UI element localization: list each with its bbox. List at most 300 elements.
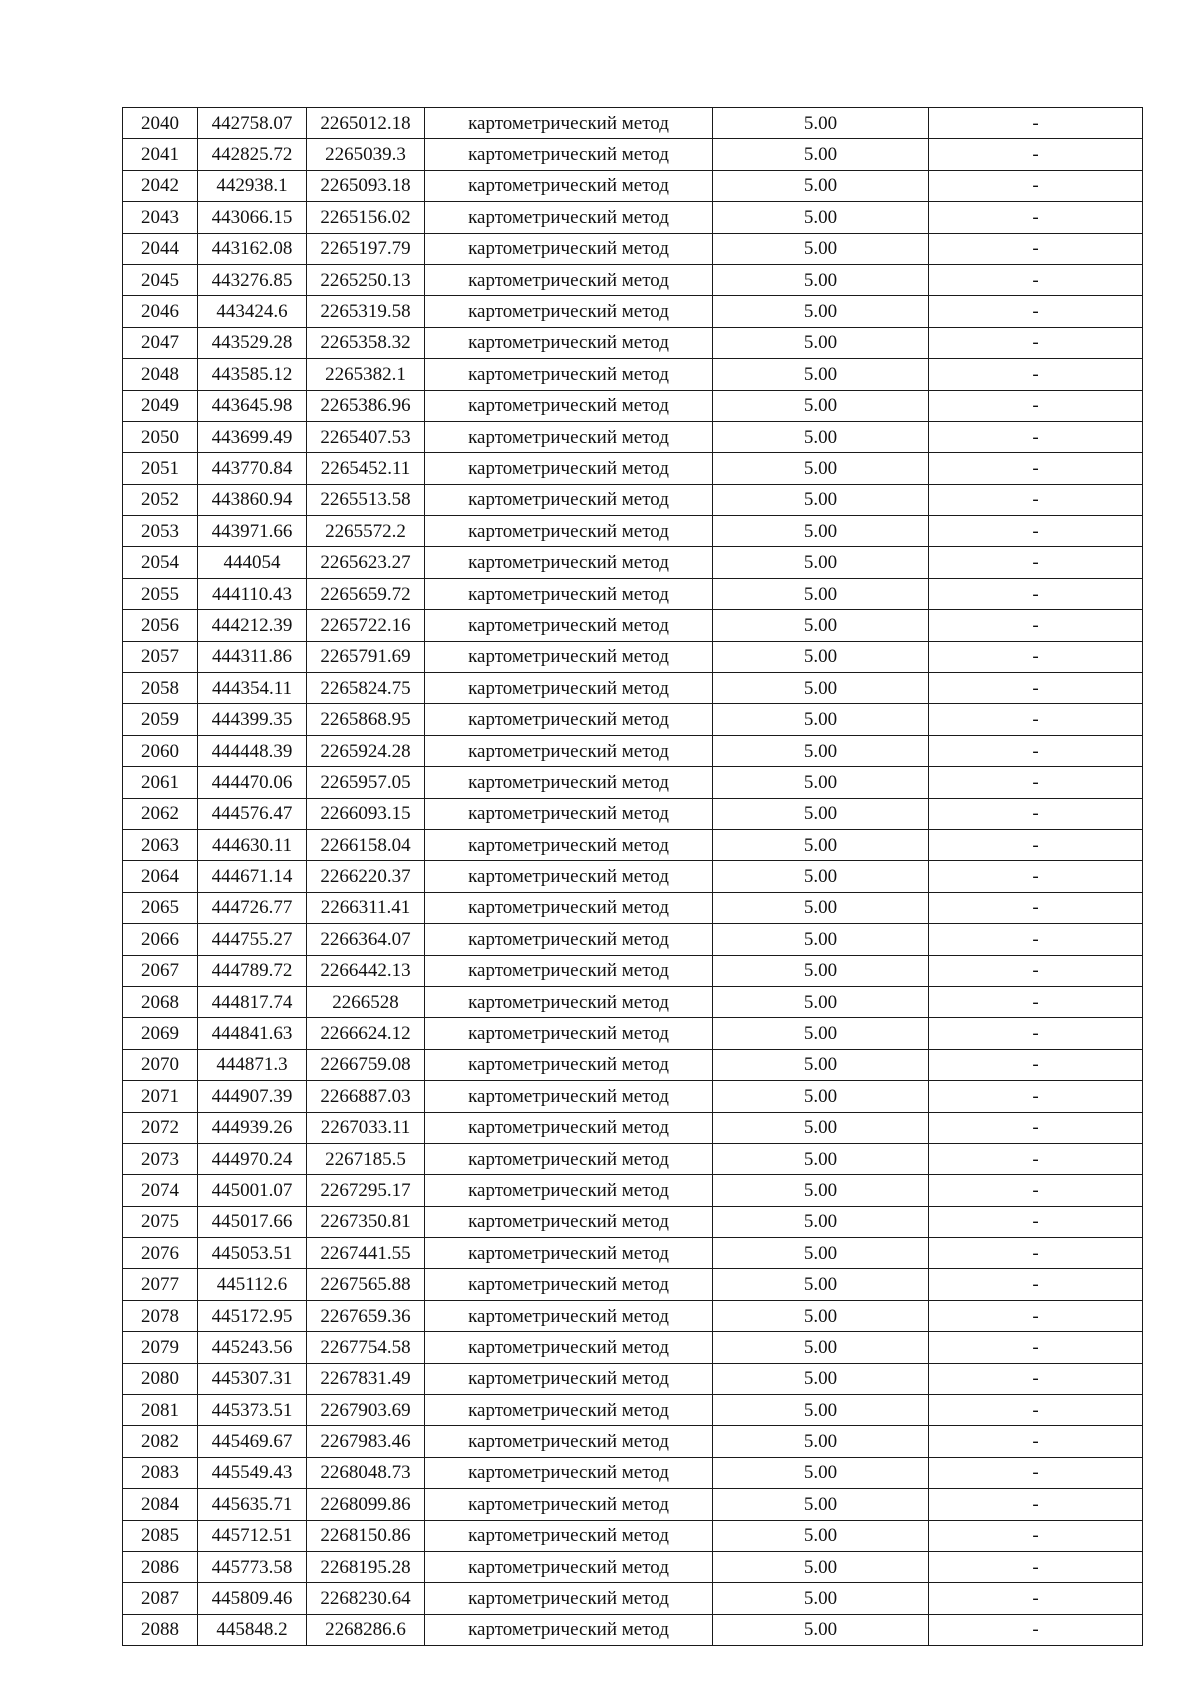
table-row: [123, 1300, 1143, 1331]
y-coordinate-cell: 2267831.49: [307, 1363, 425, 1394]
accuracy-cell: 5.00: [713, 892, 929, 923]
accuracy-cell: 5.00: [713, 1112, 929, 1143]
point-number-cell: 2050: [123, 421, 198, 452]
method-cell: картометрический метод: [425, 453, 713, 484]
point-number-cell: 2048: [123, 359, 198, 390]
table-row: [123, 516, 1143, 547]
method-cell: картометрический метод: [425, 108, 713, 139]
point-number-cell: 2063: [123, 829, 198, 860]
table-row: [123, 704, 1143, 735]
x-coordinate-cell: 444470.06: [198, 767, 307, 798]
table-row: [123, 673, 1143, 704]
table-row: [123, 1206, 1143, 1237]
table-row: [123, 359, 1143, 390]
x-coordinate-cell: 445112.6: [198, 1269, 307, 1300]
x-coordinate-cell: 444212.39: [198, 610, 307, 641]
table-row: [123, 1426, 1143, 1457]
table-row: [123, 767, 1143, 798]
x-coordinate-cell: 444054: [198, 547, 307, 578]
table-row: [123, 1332, 1143, 1363]
y-coordinate-cell: 2265382.1: [307, 359, 425, 390]
method-cell: картометрический метод: [425, 1049, 713, 1080]
y-coordinate-cell: 2266528: [307, 986, 425, 1017]
y-coordinate-cell: 2265156.02: [307, 202, 425, 233]
description-cell: -: [929, 1489, 1143, 1520]
description-cell: -: [929, 1269, 1143, 1300]
x-coordinate-cell: 445848.2: [198, 1614, 307, 1645]
accuracy-cell: 5.00: [713, 798, 929, 829]
y-coordinate-cell: 2265197.79: [307, 233, 425, 264]
accuracy-cell: 5.00: [713, 1206, 929, 1237]
accuracy-cell: 5.00: [713, 1269, 929, 1300]
method-cell: картометрический метод: [425, 327, 713, 358]
table-row: [123, 924, 1143, 955]
method-cell: картометрический метод: [425, 1395, 713, 1426]
y-coordinate-cell: 2267754.58: [307, 1332, 425, 1363]
x-coordinate-cell: 443585.12: [198, 359, 307, 390]
point-number-cell: 2077: [123, 1269, 198, 1300]
x-coordinate-cell: 444755.27: [198, 924, 307, 955]
accuracy-cell: 5.00: [713, 547, 929, 578]
description-cell: -: [929, 829, 1143, 860]
point-number-cell: 2074: [123, 1175, 198, 1206]
description-cell: -: [929, 1520, 1143, 1551]
accuracy-cell: 5.00: [713, 1143, 929, 1174]
accuracy-cell: 5.00: [713, 610, 929, 641]
point-number-cell: 2086: [123, 1551, 198, 1582]
description-cell: -: [929, 924, 1143, 955]
x-coordinate-cell: 445469.67: [198, 1426, 307, 1457]
method-cell: картометрический метод: [425, 170, 713, 201]
table-row: [123, 1614, 1143, 1645]
point-number-cell: 2052: [123, 484, 198, 515]
table-row: [123, 986, 1143, 1017]
table-row: [123, 1112, 1143, 1143]
table-row: [123, 233, 1143, 264]
y-coordinate-cell: 2266158.04: [307, 829, 425, 860]
point-number-cell: 2068: [123, 986, 198, 1017]
method-cell: картометрический метод: [425, 547, 713, 578]
table-row: [123, 829, 1143, 860]
y-coordinate-cell: 2265039.3: [307, 139, 425, 170]
x-coordinate-cell: 444354.11: [198, 673, 307, 704]
method-cell: картометрический метод: [425, 578, 713, 609]
table-row: [123, 1520, 1143, 1551]
point-number-cell: 2041: [123, 139, 198, 170]
y-coordinate-cell: 2265452.11: [307, 453, 425, 484]
table-row: [123, 296, 1143, 327]
method-cell: картометрический метод: [425, 1583, 713, 1614]
table-row: [123, 1049, 1143, 1080]
y-coordinate-cell: 2266220.37: [307, 861, 425, 892]
x-coordinate-cell: 445549.43: [198, 1457, 307, 1488]
table-row: [123, 202, 1143, 233]
point-number-cell: 2057: [123, 641, 198, 672]
y-coordinate-cell: 2266624.12: [307, 1018, 425, 1049]
method-cell: картометрический метод: [425, 1269, 713, 1300]
description-cell: -: [929, 892, 1143, 923]
method-cell: картометрический метод: [425, 1081, 713, 1112]
method-cell: картометрический метод: [425, 233, 713, 264]
table-row: [123, 327, 1143, 358]
description-cell: -: [929, 1081, 1143, 1112]
point-number-cell: 2079: [123, 1332, 198, 1363]
table-row: [123, 578, 1143, 609]
point-number-cell: 2069: [123, 1018, 198, 1049]
y-coordinate-cell: 2265623.27: [307, 547, 425, 578]
point-number-cell: 2049: [123, 390, 198, 421]
y-coordinate-cell: 2265513.58: [307, 484, 425, 515]
description-cell: -: [929, 1018, 1143, 1049]
description-cell: -: [929, 1551, 1143, 1582]
coordinates-table: [122, 107, 1143, 1646]
y-coordinate-cell: 2267565.88: [307, 1269, 425, 1300]
accuracy-cell: 5.00: [713, 735, 929, 766]
accuracy-cell: 5.00: [713, 453, 929, 484]
table-row: [123, 170, 1143, 201]
y-coordinate-cell: 2266887.03: [307, 1081, 425, 1112]
x-coordinate-cell: 445017.66: [198, 1206, 307, 1237]
y-coordinate-cell: 2267295.17: [307, 1175, 425, 1206]
y-coordinate-cell: 2265824.75: [307, 673, 425, 704]
accuracy-cell: 5.00: [713, 767, 929, 798]
x-coordinate-cell: 444970.24: [198, 1143, 307, 1174]
x-coordinate-cell: 444630.11: [198, 829, 307, 860]
x-coordinate-cell: 442758.07: [198, 108, 307, 139]
method-cell: картометрический метод: [425, 1112, 713, 1143]
accuracy-cell: 5.00: [713, 202, 929, 233]
point-number-cell: 2072: [123, 1112, 198, 1143]
point-number-cell: 2045: [123, 264, 198, 295]
description-cell: -: [929, 1049, 1143, 1080]
point-number-cell: 2081: [123, 1395, 198, 1426]
point-number-cell: 2087: [123, 1583, 198, 1614]
method-cell: картометрический метод: [425, 610, 713, 641]
accuracy-cell: 5.00: [713, 1332, 929, 1363]
accuracy-cell: 5.00: [713, 296, 929, 327]
x-coordinate-cell: 445773.58: [198, 1551, 307, 1582]
method-cell: картометрический метод: [425, 986, 713, 1017]
description-cell: -: [929, 202, 1143, 233]
accuracy-cell: 5.00: [713, 1395, 929, 1426]
x-coordinate-cell: 443645.98: [198, 390, 307, 421]
y-coordinate-cell: 2267350.81: [307, 1206, 425, 1237]
x-coordinate-cell: 443860.94: [198, 484, 307, 515]
x-coordinate-cell: 444817.74: [198, 986, 307, 1017]
description-cell: -: [929, 704, 1143, 735]
point-number-cell: 2067: [123, 955, 198, 986]
method-cell: картометрический метод: [425, 735, 713, 766]
x-coordinate-cell: 443162.08: [198, 233, 307, 264]
y-coordinate-cell: 2265250.13: [307, 264, 425, 295]
y-coordinate-cell: 2266759.08: [307, 1049, 425, 1080]
table-row: [123, 1081, 1143, 1112]
accuracy-cell: 5.00: [713, 1049, 929, 1080]
y-coordinate-cell: 2268048.73: [307, 1457, 425, 1488]
accuracy-cell: 5.00: [713, 1520, 929, 1551]
method-cell: картометрический метод: [425, 673, 713, 704]
point-number-cell: 2076: [123, 1238, 198, 1269]
y-coordinate-cell: 2267983.46: [307, 1426, 425, 1457]
point-number-cell: 2061: [123, 767, 198, 798]
description-cell: -: [929, 641, 1143, 672]
method-cell: картометрический метод: [425, 484, 713, 515]
table-row: [123, 1583, 1143, 1614]
y-coordinate-cell: 2266311.41: [307, 892, 425, 923]
point-number-cell: 2051: [123, 453, 198, 484]
description-cell: -: [929, 421, 1143, 452]
method-cell: картометрический метод: [425, 421, 713, 452]
point-number-cell: 2075: [123, 1206, 198, 1237]
x-coordinate-cell: 443276.85: [198, 264, 307, 295]
description-cell: -: [929, 108, 1143, 139]
x-coordinate-cell: 445373.51: [198, 1395, 307, 1426]
accuracy-cell: 5.00: [713, 1551, 929, 1582]
point-number-cell: 2055: [123, 578, 198, 609]
method-cell: картометрический метод: [425, 798, 713, 829]
point-number-cell: 2080: [123, 1363, 198, 1394]
point-number-cell: 2085: [123, 1520, 198, 1551]
x-coordinate-cell: 444399.35: [198, 704, 307, 735]
x-coordinate-cell: 445001.07: [198, 1175, 307, 1206]
y-coordinate-cell: 2267659.36: [307, 1300, 425, 1331]
accuracy-cell: 5.00: [713, 1426, 929, 1457]
description-cell: -: [929, 1363, 1143, 1394]
x-coordinate-cell: 444841.63: [198, 1018, 307, 1049]
method-cell: картометрический метод: [425, 1614, 713, 1645]
method-cell: картометрический метод: [425, 892, 713, 923]
point-number-cell: 2040: [123, 108, 198, 139]
point-number-cell: 2060: [123, 735, 198, 766]
point-number-cell: 2053: [123, 516, 198, 547]
x-coordinate-cell: 445243.56: [198, 1332, 307, 1363]
coordinates-table-body: [123, 108, 1143, 1646]
y-coordinate-cell: 2265722.16: [307, 610, 425, 641]
table-row: [123, 861, 1143, 892]
method-cell: картометрический метод: [425, 955, 713, 986]
y-coordinate-cell: 2265012.18: [307, 108, 425, 139]
description-cell: -: [929, 1175, 1143, 1206]
table-row: [123, 735, 1143, 766]
point-number-cell: 2054: [123, 547, 198, 578]
y-coordinate-cell: 2265407.53: [307, 421, 425, 452]
accuracy-cell: 5.00: [713, 484, 929, 515]
accuracy-cell: 5.00: [713, 861, 929, 892]
accuracy-cell: 5.00: [713, 139, 929, 170]
description-cell: -: [929, 1395, 1143, 1426]
x-coordinate-cell: 444871.3: [198, 1049, 307, 1080]
description-cell: -: [929, 861, 1143, 892]
table-row: [123, 1457, 1143, 1488]
description-cell: -: [929, 1583, 1143, 1614]
accuracy-cell: 5.00: [713, 1363, 929, 1394]
description-cell: -: [929, 767, 1143, 798]
point-number-cell: 2065: [123, 892, 198, 923]
accuracy-cell: 5.00: [713, 1300, 929, 1331]
x-coordinate-cell: 443424.6: [198, 296, 307, 327]
y-coordinate-cell: 2268195.28: [307, 1551, 425, 1582]
description-cell: -: [929, 1614, 1143, 1645]
description-cell: -: [929, 453, 1143, 484]
accuracy-cell: 5.00: [713, 673, 929, 704]
x-coordinate-cell: 444907.39: [198, 1081, 307, 1112]
table-row: [123, 1489, 1143, 1520]
accuracy-cell: 5.00: [713, 108, 929, 139]
method-cell: картометрический метод: [425, 1332, 713, 1363]
table-row: [123, 484, 1143, 515]
method-cell: картометрический метод: [425, 1206, 713, 1237]
method-cell: картометрический метод: [425, 704, 713, 735]
accuracy-cell: 5.00: [713, 986, 929, 1017]
y-coordinate-cell: 2267033.11: [307, 1112, 425, 1143]
method-cell: картометрический метод: [425, 390, 713, 421]
method-cell: картометрический метод: [425, 1300, 713, 1331]
method-cell: картометрический метод: [425, 296, 713, 327]
y-coordinate-cell: 2266364.07: [307, 924, 425, 955]
accuracy-cell: 5.00: [713, 421, 929, 452]
y-coordinate-cell: 2266093.15: [307, 798, 425, 829]
description-cell: -: [929, 1426, 1143, 1457]
description-cell: -: [929, 170, 1143, 201]
point-number-cell: 2056: [123, 610, 198, 641]
method-cell: картометрический метод: [425, 1238, 713, 1269]
accuracy-cell: 5.00: [713, 390, 929, 421]
method-cell: картометрический метод: [425, 1457, 713, 1488]
point-number-cell: 2044: [123, 233, 198, 264]
x-coordinate-cell: 444576.47: [198, 798, 307, 829]
x-coordinate-cell: 444110.43: [198, 578, 307, 609]
x-coordinate-cell: 445635.71: [198, 1489, 307, 1520]
y-coordinate-cell: 2265572.2: [307, 516, 425, 547]
method-cell: картометрический метод: [425, 1018, 713, 1049]
accuracy-cell: 5.00: [713, 1583, 929, 1614]
accuracy-cell: 5.00: [713, 359, 929, 390]
description-cell: -: [929, 610, 1143, 641]
method-cell: картометрический метод: [425, 1520, 713, 1551]
y-coordinate-cell: 2268230.64: [307, 1583, 425, 1614]
point-number-cell: 2043: [123, 202, 198, 233]
accuracy-cell: 5.00: [713, 704, 929, 735]
table-row: [123, 1363, 1143, 1394]
table-row: [123, 139, 1143, 170]
x-coordinate-cell: 444448.39: [198, 735, 307, 766]
description-cell: -: [929, 516, 1143, 547]
method-cell: картометрический метод: [425, 1426, 713, 1457]
accuracy-cell: 5.00: [713, 1238, 929, 1269]
table-row: [123, 1551, 1143, 1582]
description-cell: -: [929, 1112, 1143, 1143]
table-row: [123, 798, 1143, 829]
description-cell: -: [929, 798, 1143, 829]
table-row: [123, 421, 1143, 452]
accuracy-cell: 5.00: [713, 1614, 929, 1645]
x-coordinate-cell: 445053.51: [198, 1238, 307, 1269]
x-coordinate-cell: 443066.15: [198, 202, 307, 233]
table-row: [123, 955, 1143, 986]
description-cell: -: [929, 1238, 1143, 1269]
accuracy-cell: 5.00: [713, 170, 929, 201]
point-number-cell: 2073: [123, 1143, 198, 1174]
point-number-cell: 2088: [123, 1614, 198, 1645]
x-coordinate-cell: 444671.14: [198, 861, 307, 892]
accuracy-cell: 5.00: [713, 1081, 929, 1112]
description-cell: -: [929, 547, 1143, 578]
table-row: [123, 1175, 1143, 1206]
x-coordinate-cell: 442938.1: [198, 170, 307, 201]
point-number-cell: 2066: [123, 924, 198, 955]
accuracy-cell: 5.00: [713, 1457, 929, 1488]
method-cell: картометрический метод: [425, 1175, 713, 1206]
description-cell: -: [929, 578, 1143, 609]
x-coordinate-cell: 443699.49: [198, 421, 307, 452]
description-cell: -: [929, 233, 1143, 264]
point-number-cell: 2046: [123, 296, 198, 327]
method-cell: картометрический метод: [425, 767, 713, 798]
point-number-cell: 2078: [123, 1300, 198, 1331]
y-coordinate-cell: 2265093.18: [307, 170, 425, 201]
y-coordinate-cell: 2266442.13: [307, 955, 425, 986]
description-cell: -: [929, 484, 1143, 515]
accuracy-cell: 5.00: [713, 924, 929, 955]
description-cell: -: [929, 296, 1143, 327]
accuracy-cell: 5.00: [713, 955, 929, 986]
table-row: [123, 1018, 1143, 1049]
table-row: [123, 108, 1143, 139]
point-number-cell: 2084: [123, 1489, 198, 1520]
accuracy-cell: 5.00: [713, 578, 929, 609]
point-number-cell: 2047: [123, 327, 198, 358]
y-coordinate-cell: 2268150.86: [307, 1520, 425, 1551]
description-cell: -: [929, 986, 1143, 1017]
accuracy-cell: 5.00: [713, 327, 929, 358]
point-number-cell: 2064: [123, 861, 198, 892]
table-row: [123, 1269, 1143, 1300]
accuracy-cell: 5.00: [713, 1018, 929, 1049]
method-cell: картометрический метод: [425, 1551, 713, 1582]
point-number-cell: 2058: [123, 673, 198, 704]
point-number-cell: 2059: [123, 704, 198, 735]
accuracy-cell: 5.00: [713, 516, 929, 547]
method-cell: картометрический метод: [425, 202, 713, 233]
method-cell: картометрический метод: [425, 861, 713, 892]
y-coordinate-cell: 2265386.96: [307, 390, 425, 421]
table-row: [123, 1238, 1143, 1269]
method-cell: картометрический метод: [425, 829, 713, 860]
x-coordinate-cell: 444939.26: [198, 1112, 307, 1143]
method-cell: картометрический метод: [425, 359, 713, 390]
method-cell: картометрический метод: [425, 641, 713, 672]
y-coordinate-cell: 2268099.86: [307, 1489, 425, 1520]
accuracy-cell: 5.00: [713, 264, 929, 295]
x-coordinate-cell: 445809.46: [198, 1583, 307, 1614]
x-coordinate-cell: 445712.51: [198, 1520, 307, 1551]
method-cell: картометрический метод: [425, 1489, 713, 1520]
table-row: [123, 390, 1143, 421]
point-number-cell: 2070: [123, 1049, 198, 1080]
x-coordinate-cell: 444726.77: [198, 892, 307, 923]
table-row: [123, 1143, 1143, 1174]
method-cell: картометрический метод: [425, 1363, 713, 1394]
x-coordinate-cell: 445307.31: [198, 1363, 307, 1394]
y-coordinate-cell: 2265358.32: [307, 327, 425, 358]
accuracy-cell: 5.00: [713, 641, 929, 672]
accuracy-cell: 5.00: [713, 829, 929, 860]
description-cell: -: [929, 264, 1143, 295]
y-coordinate-cell: 2265924.28: [307, 735, 425, 766]
y-coordinate-cell: 2265957.05: [307, 767, 425, 798]
y-coordinate-cell: 2265659.72: [307, 578, 425, 609]
description-cell: -: [929, 1300, 1143, 1331]
